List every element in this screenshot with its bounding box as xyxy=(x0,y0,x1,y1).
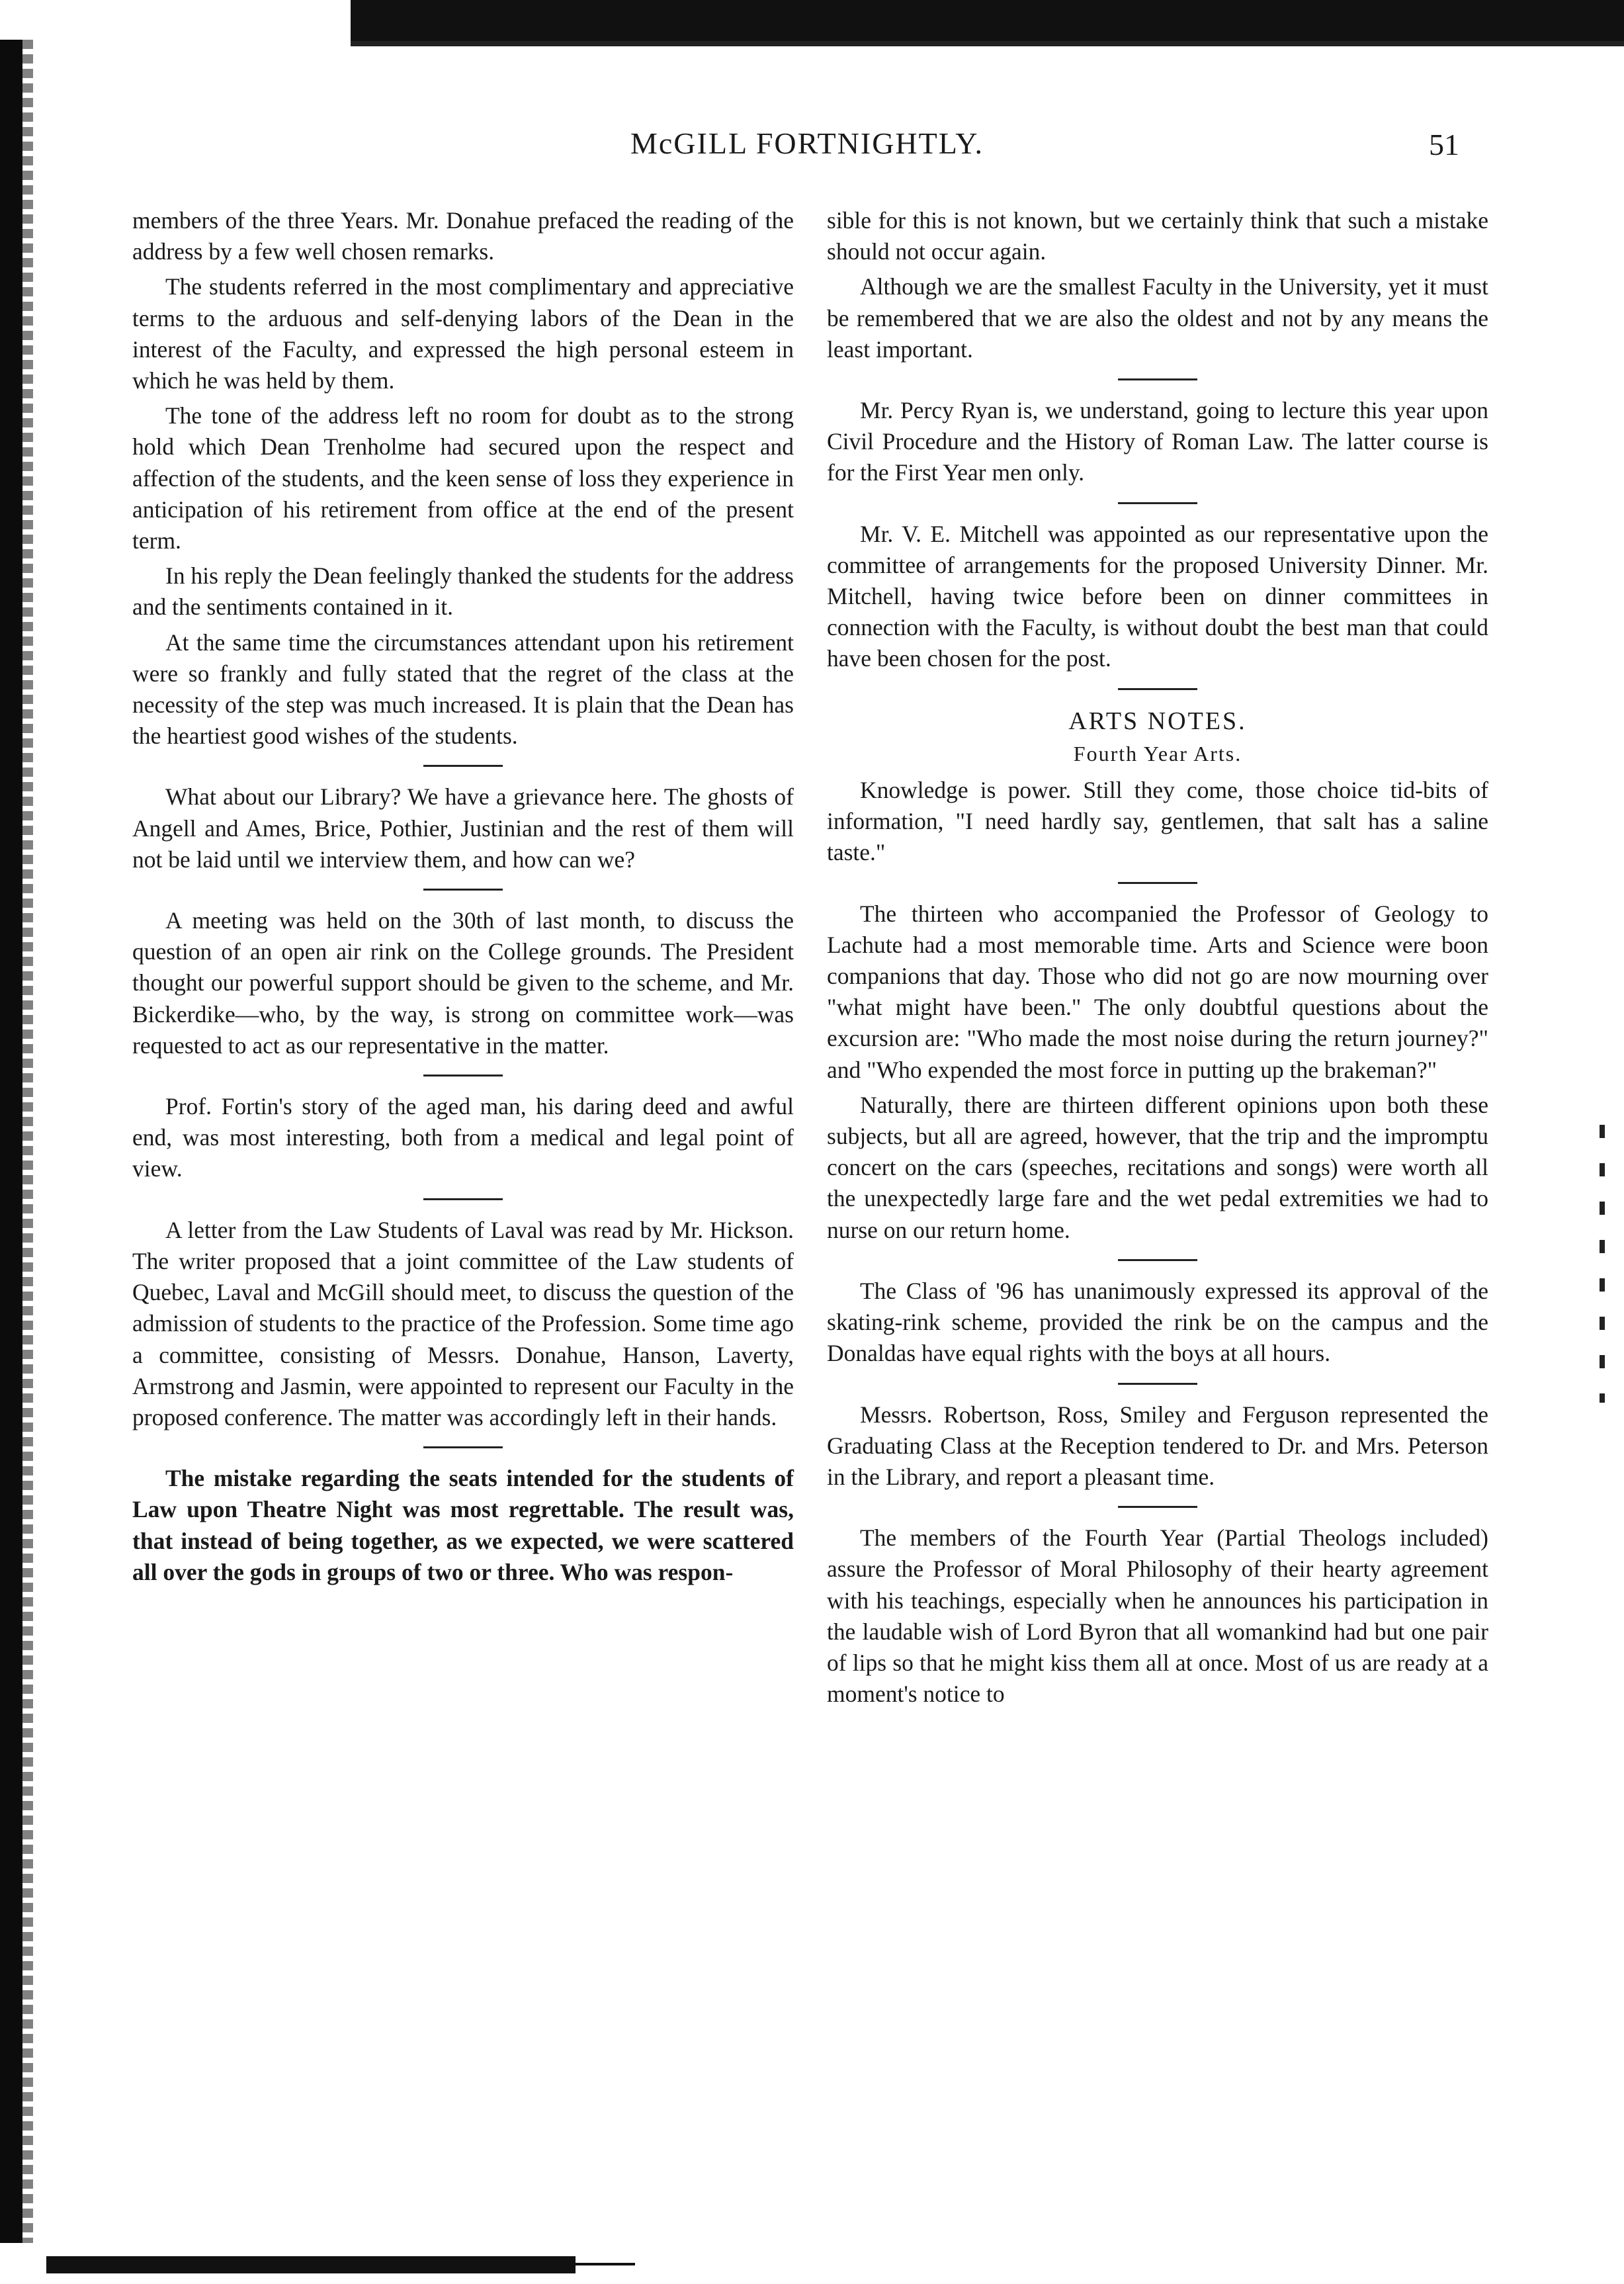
top-border-rule xyxy=(351,0,1624,41)
page-header xyxy=(0,126,1624,172)
paragraph: Mr. Percy Ryan is, we understand, going to lecture this year upon Civil Procedure and the History of Roman Law. The latter course is for the First Year men only. xyxy=(827,397,1488,486)
paragraph: The Class of '96 has unanimously expressed its approval of the skating-rink scheme, provided the rink be on the campus and the Donaldas have equal rights with the boys at all hours. xyxy=(827,1277,1488,1367)
section-divider xyxy=(423,1075,503,1076)
section-subtitle: Fourth Year Arts. xyxy=(1073,741,1242,766)
section-divider xyxy=(1118,502,1197,504)
paragraph: The tone of the address left no room for doubt as to the strong hold which Dean Trenholme had secured upon the respect and affection of the students, and the keen sense of loss they experience in anticipation of his retirement from office at the end of the present term. xyxy=(132,402,794,554)
page-number: 51 xyxy=(1429,128,1459,161)
section-divider xyxy=(423,765,503,767)
section-divider xyxy=(1118,882,1197,884)
paragraph: The members of the Fourth Year (Partial Theologs included) assure the Professor of Moral Philosophy of their hearty agreement with his teachings, especially when he announces his participation in the laudable wish of Lord Byron that all womankind had but one pair of lips so that he might kiss them all at once. Most of us are ready at a moment's notice to xyxy=(827,1524,1488,1708)
paragraph: A letter from the Law Students of Laval was read by Mr. Hickson. The writer proposed that a joint committee of the Law students of Quebec, Laval and McGill should meet, to discuss the question of the admission of students to the practice of the Profession. Some time ago a committee, consisting of Messrs. Donahue, Hanson, Laverty, Armstrong and Jasmin, were appointed to represent our Faculty in the proposed conference. The matter was accordingly left in their hands. xyxy=(132,1216,794,1430)
bottom-border-rule-tail xyxy=(576,2263,635,2265)
bottom-border-rule xyxy=(46,2256,576,2273)
section-divider xyxy=(423,1446,503,1448)
paragraph: A meeting was held on the 30th of last month, to discuss the question of an open air rink on the College grounds. The President thought our powerful support should be given to the scheme, and Mr. Bickerdike—who, by the way, is strong on committee work—was requested to act as our representative in the matter. xyxy=(132,907,794,1059)
paragraph: Mr. V. E. Mitchell was appointed as our representative upon the committee of arrangements for the proposed University Dinner. Mr. Mitchell, having twice before been on dinner committees in connection with the Faculty, is without doubt the best man that could have been chosen for the post. xyxy=(827,520,1488,672)
paragraph: members of the three Years. Mr. Donahue prefaced the reading of the address by a few well chosen remarks. xyxy=(132,207,794,265)
section-divider xyxy=(1118,378,1197,380)
paragraph: Prof. Fortin's story of the aged man, his daring deed and awful end, was most interesting, both from a medical and legal point of view. xyxy=(132,1093,794,1182)
right-column xyxy=(827,205,1488,1714)
paragraph: sible for this is not known, but we certainly think that such a mistake should not occur again. xyxy=(827,207,1488,265)
section-divider xyxy=(1118,688,1197,690)
top-border-rule-thin xyxy=(351,41,1624,46)
masthead: McGILL FORTNIGHTLY. xyxy=(630,126,984,160)
paragraph: Knowledge is power. Still they come, those choice tid-bits of information, "I need hardly say, gentlemen, that salt has a saline taste." xyxy=(827,777,1488,866)
paragraph: Messrs. Robertson, Ross, Smiley and Ferguson represented the Graduating Class at the Reception tendered to Dr. and Mrs. Peterson in the Library, and report a pleasant time. xyxy=(827,1401,1488,1490)
right-margin-specks xyxy=(1600,1125,1605,1403)
binding-edge-texture xyxy=(22,40,33,2243)
section-divider xyxy=(1118,1259,1197,1261)
paragraph: The thirteen who accompanied the Professor of Geology to Lachute had a most memorable time. Arts and Science were boon companions that day. Those who did not go are now mourning over "what might have been." The only doubtful questions about the excursion are: "Who made the most noise during the return journey?" and "Who expended the most force in putting up the brakeman?" xyxy=(827,900,1488,1083)
paragraph: The mistake regarding the seats intended for the students of Law upon Theatre Night was most regrettable. The result was, that instead of being together, as we expected, we were scattered all over the gods in groups of two or three. Who was respon- xyxy=(132,1465,794,1585)
section-divider xyxy=(1118,1383,1197,1385)
left-column xyxy=(132,205,794,1592)
binding-edge-shadow xyxy=(0,40,22,2243)
section-divider xyxy=(423,889,503,891)
paragraph: In his reply the Dean feelingly thanked the students for the address and the sentiments contained in it. xyxy=(132,562,794,621)
paragraph: What about our Library? We have a grievance here. The ghosts of Angell and Ames, Brice, Pothier, Justinian and the rest of them will not be laid until we interview them, and how can we? xyxy=(132,783,794,873)
paragraph: Although we are the smallest Faculty in the University, yet it must be remembered that we are also the oldest and not by any means the least important. xyxy=(827,273,1488,363)
section-title: ARTS NOTES. xyxy=(1068,707,1247,735)
paragraph: The students referred in the most complimentary and appreciative terms to the arduous and self-denying labors of the Dean in the interest of the Faculty, and expressed the high personal esteem in which he was held by them. xyxy=(132,273,794,394)
paragraph: Naturally, there are thirteen different opinions upon both these subjects, but all are agreed, however, that the trip and the impromptu concert on the cars (speeches, recitations and songs) were worth all the unexpectedly large fare and the wet pedal extremities we had to nurse on our return home. xyxy=(827,1091,1488,1243)
section-divider xyxy=(1118,1506,1197,1508)
paragraph: At the same time the circumstances attendant upon his retirement were so frankly and fully stated that the regret of the class at the necessity of the step was much increased. It is plain that the Dean has the heartiest good wishes of the students. xyxy=(132,629,794,750)
section-divider xyxy=(423,1198,503,1200)
